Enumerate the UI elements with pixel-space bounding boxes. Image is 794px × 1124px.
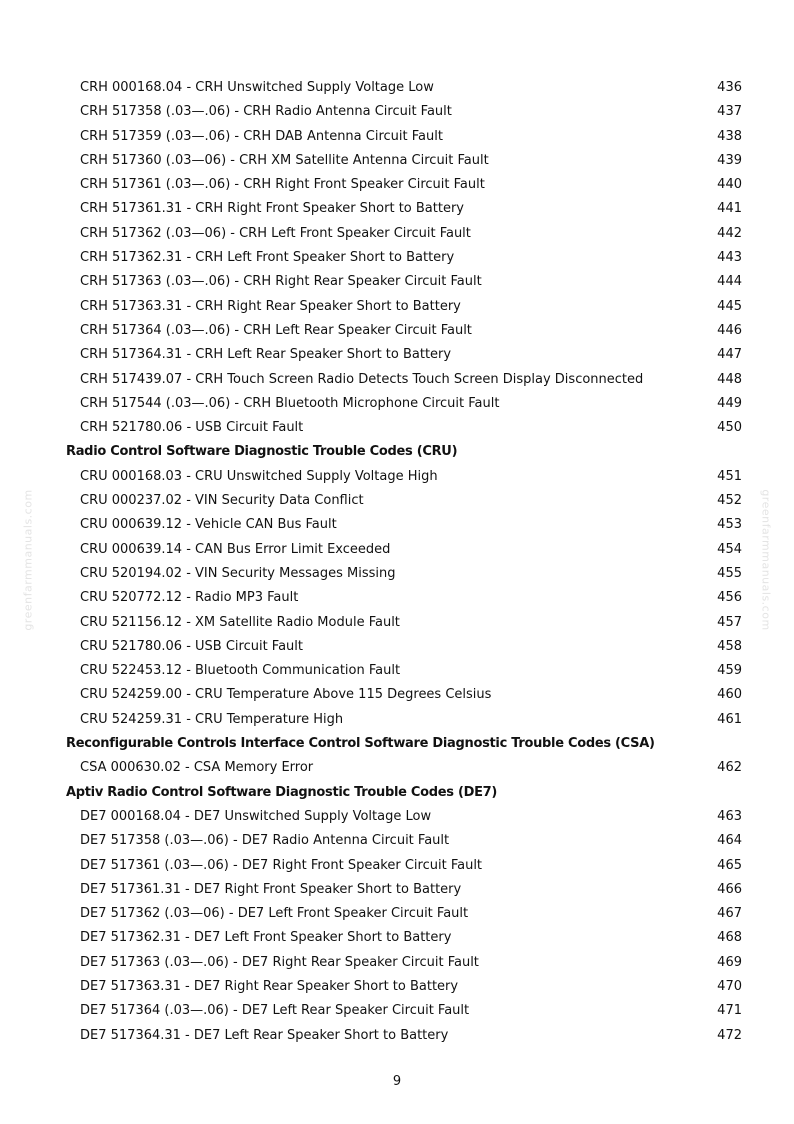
toc-entry-page-number: 464 [717,833,742,849]
toc-entry-page-number: 437 [717,104,742,120]
toc-entry-page-number: 466 [717,881,742,897]
toc-entry-title: CRH 517363 (.03—.06) - CRH Right Rear Speaker Circuit Fault [80,274,482,290]
toc-entry-title: DE7 517364 (.03—.06) - DE7 Left Rear Speaker Circuit Fault [80,1003,470,1019]
toc-entry[interactable] [0,975,794,999]
toc-entry-page-number: 443 [717,250,742,266]
toc-entry-page-number: 470 [717,978,742,994]
toc-entry-page-number: 453 [717,517,742,533]
toc-entry-page-number: 468 [717,930,742,946]
toc-entry-page-number: 454 [717,541,742,557]
toc-entry-page-number: 445 [717,298,742,314]
toc-entry[interactable] [0,756,794,780]
watermark-right: greenfarmmanuals.com [759,489,773,631]
toc-entry[interactable] [0,829,794,853]
toc-entry[interactable] [0,173,794,197]
toc-entry-page-number: 441 [717,201,742,217]
toc-entry-title: DE7 517358 (.03—.06) - DE7 Radio Antenna Circuit Fault [80,833,450,849]
toc-entry[interactable] [0,246,794,270]
toc-entry[interactable] [0,878,794,902]
toc-entry[interactable] [0,586,794,610]
toc-entry-title: CRH 517363.31 - CRH Right Rear Speaker Short to Battery [80,298,461,314]
toc-entry[interactable] [0,125,794,149]
toc-entry-page-number: 459 [717,663,742,679]
toc-entry-page-number: 440 [717,177,742,193]
toc-entry-title: CRH 517544 (.03—.06) - CRH Bluetooth Microphone Circuit Fault [80,395,500,411]
toc-entry-page-number: 450 [717,420,742,436]
toc-entry-title: CRU 524259.31 - CRU Temperature High [80,711,344,727]
toc-entry[interactable] [0,489,794,513]
toc-entry-page-number: 460 [717,687,742,703]
toc-section-heading [0,781,794,805]
toc-entry-page-number: 467 [717,906,742,922]
toc-entry-page-number: 458 [717,638,742,654]
toc-entry[interactable] [0,197,794,221]
toc-entry-page-number: 447 [717,347,742,363]
toc-entry-page-number: 461 [717,711,742,727]
toc-entry-title: DE7 000168.04 - DE7 Unswitched Supply Voltage Low [80,808,432,824]
toc-entry[interactable] [0,76,794,100]
toc-entry-page-number: 444 [717,274,742,290]
toc-entry-page-number: 463 [717,808,742,824]
toc-entry[interactable] [0,392,794,416]
toc-entry-title: CRH 517360 (.03—06) - CRH XM Satellite Antenna Circuit Fault [80,152,489,168]
toc-section-heading [0,440,794,464]
toc-entry-page-number: 438 [717,128,742,144]
toc-entry-page-number: 451 [717,468,742,484]
page-number: 9 [392,1074,402,1089]
toc-entry-page-number: 462 [717,760,742,776]
toc-entry-page-number: 471 [717,1003,742,1019]
toc-entry-title: CRU 000639.12 - Vehicle CAN Bus Fault [80,517,337,533]
toc-entry[interactable] [0,465,794,489]
toc-entry[interactable] [0,611,794,635]
toc-entry[interactable] [0,999,794,1023]
toc-entry-title: CRH 000168.04 - CRH Unswitched Supply Voltage Low [80,80,434,95]
toc-entry-title: CRU 522453.12 - Bluetooth Communication Fault [80,663,401,679]
toc-entry[interactable] [0,295,794,319]
toc-entry-title: CRH 517361.31 - CRH Right Front Speaker Short to Battery [80,201,464,217]
toc-entry-title: DE7 517361 (.03—.06) - DE7 Right Front Speaker Circuit Fault [80,857,483,873]
toc-entry-page-number: 439 [717,152,742,168]
toc-entry-page-number: 448 [717,371,742,387]
toc-entry-title: DE7 517364.31 - DE7 Left Rear Speaker Short to Battery [80,1027,449,1043]
toc-entry-page-number: 457 [717,614,742,630]
toc-entry-page-number: 472 [717,1027,742,1043]
toc-entry-title: CRU 524259.00 - CRU Temperature Above 115 Degrees Celsius [80,687,492,703]
toc-entry-title: DE7 517362 (.03—06) - DE7 Left Front Speaker Circuit Fault [80,906,469,922]
toc-entry[interactable] [0,416,794,440]
table-of-contents [0,76,794,1048]
toc-entry[interactable] [0,951,794,975]
toc-entry[interactable] [0,270,794,294]
toc-entry-title: CRH 517359 (.03—.06) - CRH DAB Antenna Circuit Fault [80,128,443,144]
toc-entry[interactable] [0,926,794,950]
section-heading-title: Aptiv Radio Control Software Diagnostic Trouble Codes (DE7) [66,784,498,800]
toc-entry-title: CRH 517361 (.03—.06) - CRH Right Front Speaker Circuit Fault [80,177,485,193]
toc-entry[interactable] [0,100,794,124]
toc-entry[interactable] [0,513,794,537]
toc-entry-page-number: 449 [717,395,742,411]
toc-entry[interactable] [0,368,794,392]
toc-entry[interactable] [0,1024,794,1048]
toc-entry[interactable] [0,538,794,562]
toc-entry[interactable] [0,683,794,707]
toc-entry-title: DE7 517363 (.03—.06) - DE7 Right Rear Speaker Circuit Fault [80,954,479,970]
toc-entry[interactable] [0,149,794,173]
toc-entry-title: DE7 517363.31 - DE7 Right Rear Speaker Short to Battery [80,978,459,994]
toc-entry-title: CRU 000639.14 - CAN Bus Error Limit Exceeded [80,541,391,557]
toc-entry-page-number: 465 [717,857,742,873]
toc-entry-title: CRU 520194.02 - VIN Security Messages Missing [80,565,396,581]
toc-entry-page-number: 436 [717,80,742,95]
toc-section-heading [0,732,794,756]
section-heading-title: Radio Control Software Diagnostic Trouble Codes (CRU) [66,444,458,460]
toc-entry-title: DE7 517362.31 - DE7 Left Front Speaker Short to Battery [80,930,452,946]
toc-entry-title: DE7 517361.31 - DE7 Right Front Speaker Short to Battery [80,881,462,897]
toc-entry-title: CRU 520772.12 - Radio MP3 Fault [80,590,299,606]
toc-entry-title: CRU 521156.12 - XM Satellite Radio Module Fault [80,614,400,630]
toc-entry-page-number: 452 [717,493,742,509]
toc-entry[interactable] [0,343,794,367]
toc-entry[interactable] [0,319,794,343]
toc-entry[interactable] [0,222,794,246]
toc-entry[interactable] [0,635,794,659]
toc-entry-title: CRH 517358 (.03—.06) - CRH Radio Antenna Circuit Fault [80,104,452,120]
toc-entry[interactable] [0,805,794,829]
toc-entry[interactable] [0,659,794,683]
toc-entry-title: CRH 517362.31 - CRH Left Front Speaker Short to Battery [80,250,455,266]
toc-entry-title: CRU 000168.03 - CRU Unswitched Supply Voltage High [80,468,438,484]
toc-entry-page-number: 456 [717,590,742,606]
toc-entry-title: CRH 517439.07 - CRH Touch Screen Radio Detects Touch Screen Display Disconnected [80,371,644,387]
toc-entry-page-number: 469 [717,954,742,970]
toc-entry-title: CSA 000630.02 - CSA Memory Error [80,760,314,776]
toc-entry[interactable] [0,708,794,732]
toc-entry-title: CRH 521780.06 - USB Circuit Fault [80,420,304,436]
toc-entry[interactable] [0,562,794,586]
toc-entry-page-number: 455 [717,565,742,581]
toc-entry[interactable] [0,854,794,878]
toc-entry-title: CRH 517362 (.03—06) - CRH Left Front Speaker Circuit Fault [80,225,471,241]
toc-entry-title: CRU 000237.02 - VIN Security Data Conflict [80,493,364,509]
toc-entry-title: CRH 517364 (.03—.06) - CRH Left Rear Speaker Circuit Fault [80,322,472,338]
toc-entry[interactable] [0,902,794,926]
watermark-left: greenfarmmanuals.com [21,489,35,631]
section-heading-title: Reconfigurable Controls Interface Control Software Diagnostic Trouble Codes (CSA) [66,736,655,752]
toc-entry-page-number: 442 [717,225,742,241]
toc-entry-title: CRH 517364.31 - CRH Left Rear Speaker Short to Battery [80,347,452,363]
toc-entry-page-number: 446 [717,322,742,338]
toc-entry-title: CRU 521780.06 - USB Circuit Fault [80,638,304,654]
